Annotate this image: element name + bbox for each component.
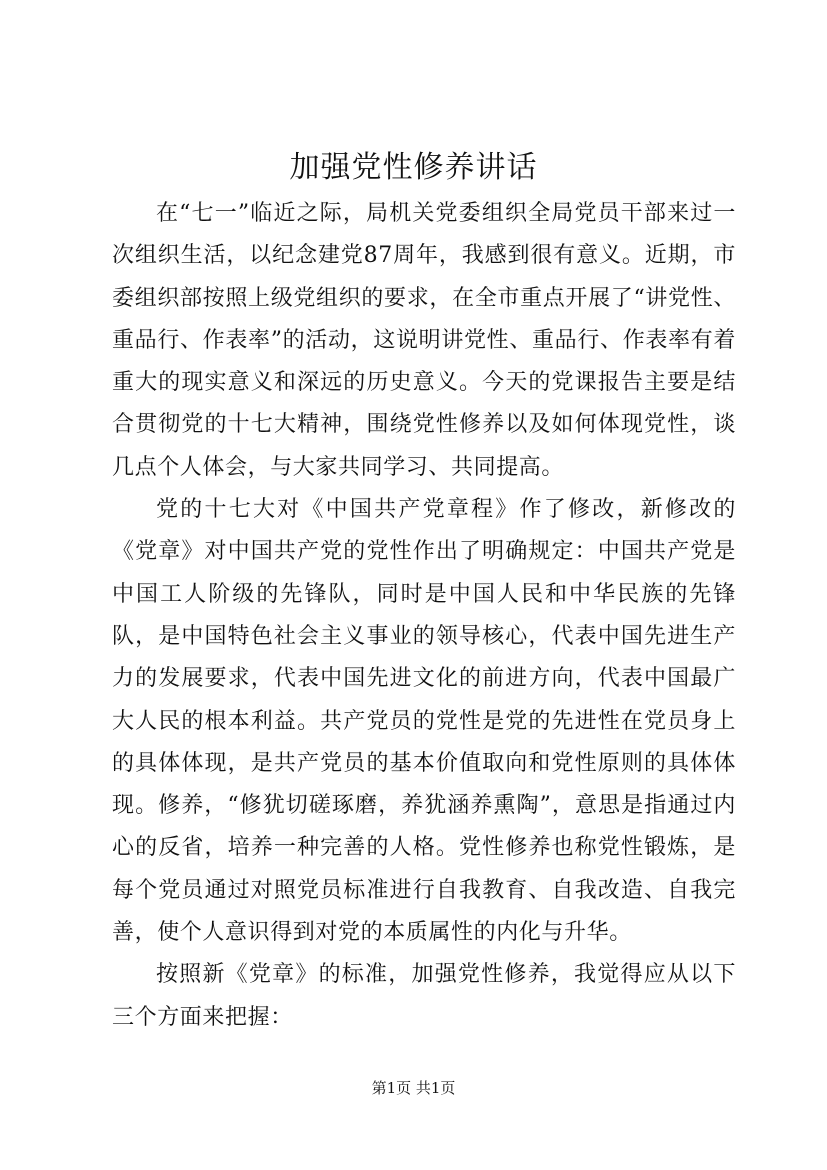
paragraph-2: 党的十七大对《中国共产党章程》作了修改，新修改的《党章》对中国共产党的党性作出了明确规定：中国共产党是中国工人阶级的先锋队，同时是中国人民和中华民族的先锋队，是中国特色社会主义事业的领导核心，代表中国先进生产力的发展要求，代表中国先进文化的前进方向，代表中国最广大人民的根本利益。共产党员的党性是党的先进性在党员身上的具体体现，是共产党员的基本价值取向和党性原则的具体体现。修养，“修犹切磋琢磨，养犹涵养熏陶”，意思是指通过内心的反省，培养一种完善的人格。党性修养也称党性锻炼，是每个党员通过对照党员标准进行自我教育、自我改造、自我完善，使个人意识得到对党的本质属性的内化与升华。 xyxy=(112,497,736,946)
paragraph-1: 在“七一”临近之际，局机关党委组织全局党员干部来过一次组织生活，以纪念建党87周年，我感到很有意义。近期，市委组织部按照上级党组织的要求，在全市重点开展了“讲党性、重品行、作表率”的活动，这说明讲党性、重品行、作表率有着重大的现实意义和深远的历史意义。今天的党课报告主要是结合贯彻党的十七大精神，围绕党性修养以及如何体现党性，谈几点个人体会，与大家共同学习、共同提高。 xyxy=(112,201,736,480)
document-body xyxy=(112,193,736,1039)
document-title: 加强党性修养讲话 xyxy=(289,150,538,185)
paragraph-3: 按照新《党章》的标准，加强党性修养，我觉得应从以下三个方面来把握： xyxy=(112,962,736,1030)
page-footer: 第1页 共1页 xyxy=(371,1079,456,1097)
